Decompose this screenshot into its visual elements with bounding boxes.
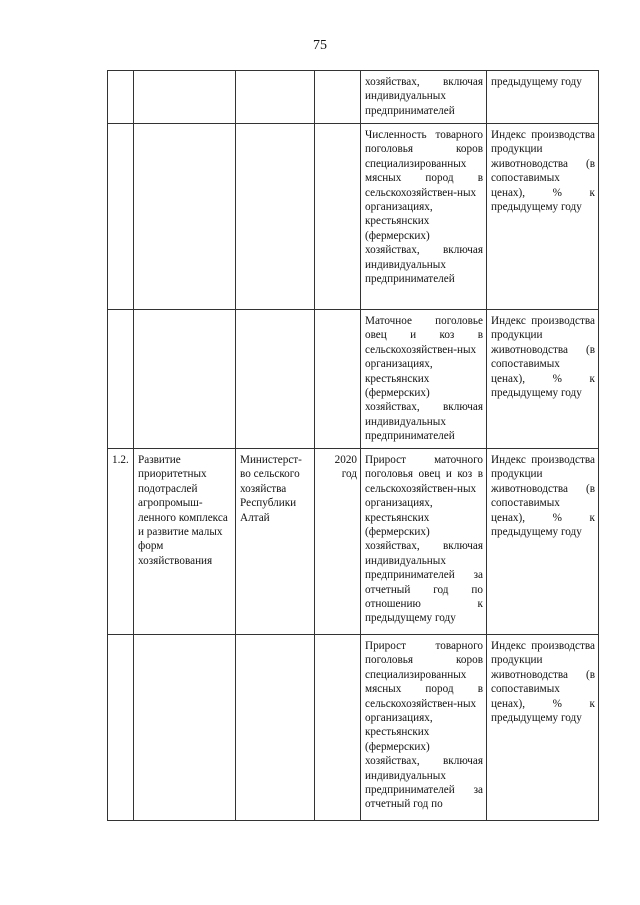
indicator-cell: Прирост товарного поголовья коров специализированных мясных пород в сельскохозяйствен-ных организациях, крестьянских (фермерских) хозяйствах, включая индивидуальных предпринимателей за отчетный год по: [361, 635, 487, 821]
executor-cell: [236, 635, 315, 821]
event-name-cell: Развитие приоритетных подотраслей агропромыш-ленного комплекса и развитие малых форм хозяйствования: [134, 449, 236, 635]
year-cell: [315, 124, 361, 310]
target-indicator-cell: Индекс производства продукции животноводства (в сопоставимых ценах), % к предыдущему году: [487, 124, 599, 310]
executor-cell: [236, 124, 315, 310]
target-indicator-cell: Индекс производства продукции животноводства (в сопоставимых ценах), % к предыдущему году: [487, 310, 599, 449]
table-row: [108, 71, 599, 124]
table-row: [108, 449, 599, 635]
table-row: [108, 635, 599, 821]
target-indicator-cell: Индекс производства продукции животноводства (в сопоставимых ценах), % к предыдущему году: [487, 635, 599, 821]
event-name-cell: [134, 71, 236, 124]
page-number: 75: [313, 38, 327, 53]
table-row: [108, 124, 599, 310]
program-table: [107, 70, 599, 821]
event-name-cell: [134, 310, 236, 449]
year-cell: [315, 635, 361, 821]
year-cell: [315, 310, 361, 449]
indicator-cell: хозяйствах, включая индивидуальных предпринимателей: [361, 71, 487, 124]
row-number-cell: [108, 71, 134, 124]
event-name-cell: [134, 124, 236, 310]
row-number-cell: [108, 124, 134, 310]
indicator-cell: Численность товарного поголовья коров специализированных мясных пород в сельскохозяйствен-ных организациях, крестьянских (фермерских) хозяйствах, включая индивидуальных предпринимателей: [361, 124, 487, 310]
indicator-cell: Маточное поголовье овец и коз в сельскохозяйствен-ных организациях, крестьянских (фермерских) хозяйствах, включая индивидуальных предпринимателей: [361, 310, 487, 449]
row-number-cell: [108, 310, 134, 449]
target-indicator-cell: Индекс производства продукции животноводства (в сопоставимых ценах), % к предыдущему году: [487, 449, 599, 635]
executor-cell: [236, 71, 315, 124]
year-cell: 2020 год: [315, 449, 361, 635]
event-name-cell: [134, 635, 236, 821]
year-cell: [315, 71, 361, 124]
indicator-cell: Прирост маточного поголовья овец и коз в сельскохозяйствен-ных организациях, крестьянских (фермерских) хозяйствах, включая индивидуальных предпринимателей за отчетный год по отношению к предыдущему году: [361, 449, 487, 635]
executor-cell: Министерст-во сельского хозяйства Республики Алтай: [236, 449, 315, 635]
target-indicator-cell: предыдущему году: [487, 71, 599, 124]
executor-cell: [236, 310, 315, 449]
row-number-cell: 1.2.: [108, 449, 134, 635]
row-number-cell: [108, 635, 134, 821]
table-row: [108, 310, 599, 449]
